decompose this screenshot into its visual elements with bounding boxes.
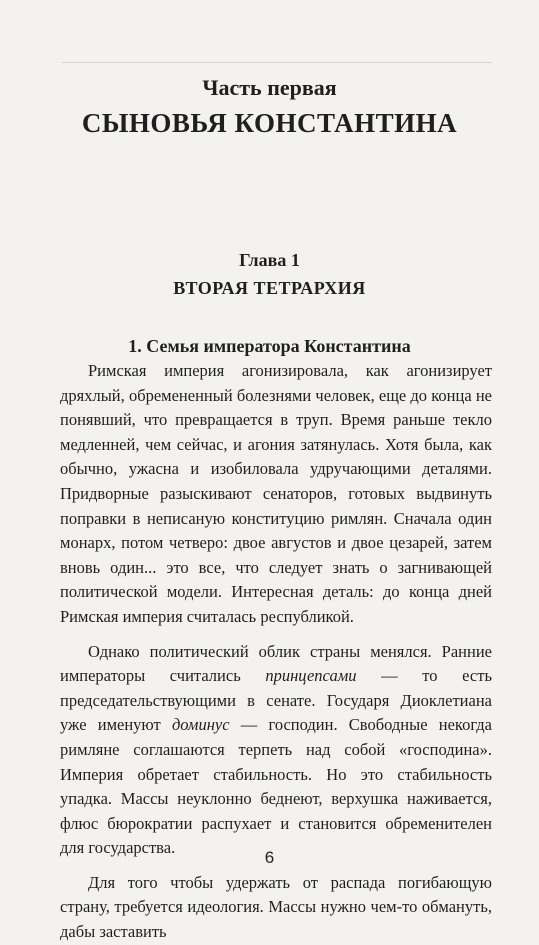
italic-term: доминус bbox=[171, 715, 230, 735]
text-segment: — господин. Свободные некогда римляне соглашаются терпеть над собой «господина». Империя обретает стабильность. Но это стабильность упадка. Массы неуклонно беднеют, верхушка наживается, флюс бюрократии распухает и становится обременителен для государства. bbox=[60, 715, 492, 858]
paragraph bbox=[60, 640, 492, 861]
text-segment: Римская империя агонизировала, как агонизирует дряхлый, обремененный болезнями человек, еще до конца не понявший, что превращается в труп. Время раньше текло медленней, чем сейчас, и агония затянулась. Хотя была, как обычно, ужасна и изобиловала удручающими деталями. Придворные разыскивают сенаторов, готовых выдвинуть поправки в неписаную конституцию римлян. Сначала один монарх, потом четверо: двое августов и двое цезарей, затем вновь один... это все, что следует знать о загнивающей политической модели. Интересная деталь: до конца дней Римская империя считалась республикой. bbox=[60, 361, 492, 626]
italic-term: принцепсами bbox=[265, 666, 357, 686]
chapter-title: ВТОРАЯ ТЕТРАРХИЯ bbox=[173, 278, 366, 298]
page-number: 6 bbox=[264, 848, 275, 867]
paragraph bbox=[60, 871, 492, 945]
part-name: СЫНОВЬЯ КОНСТАНТИНА bbox=[81, 108, 458, 138]
section-title: 1. Семья императора Константина bbox=[128, 336, 411, 356]
paragraph bbox=[60, 359, 492, 630]
part-title: Часть первая bbox=[202, 75, 337, 100]
text-segment: — то есть председательствующими в сенате. Государя Диоклетиана уже именуют bbox=[60, 666, 492, 735]
text-segment: Для того чтобы удержать от распада погибающую страну, требуется идеология. Массы нужно чем-то обмануть, дабы заставить bbox=[60, 872, 492, 942]
bleed-through-rule bbox=[62, 62, 492, 63]
chapter-number: Глава 1 bbox=[239, 250, 300, 270]
text-segment: Однако политический облик страны менялся. Ранние императоры считались bbox=[60, 641, 492, 686]
